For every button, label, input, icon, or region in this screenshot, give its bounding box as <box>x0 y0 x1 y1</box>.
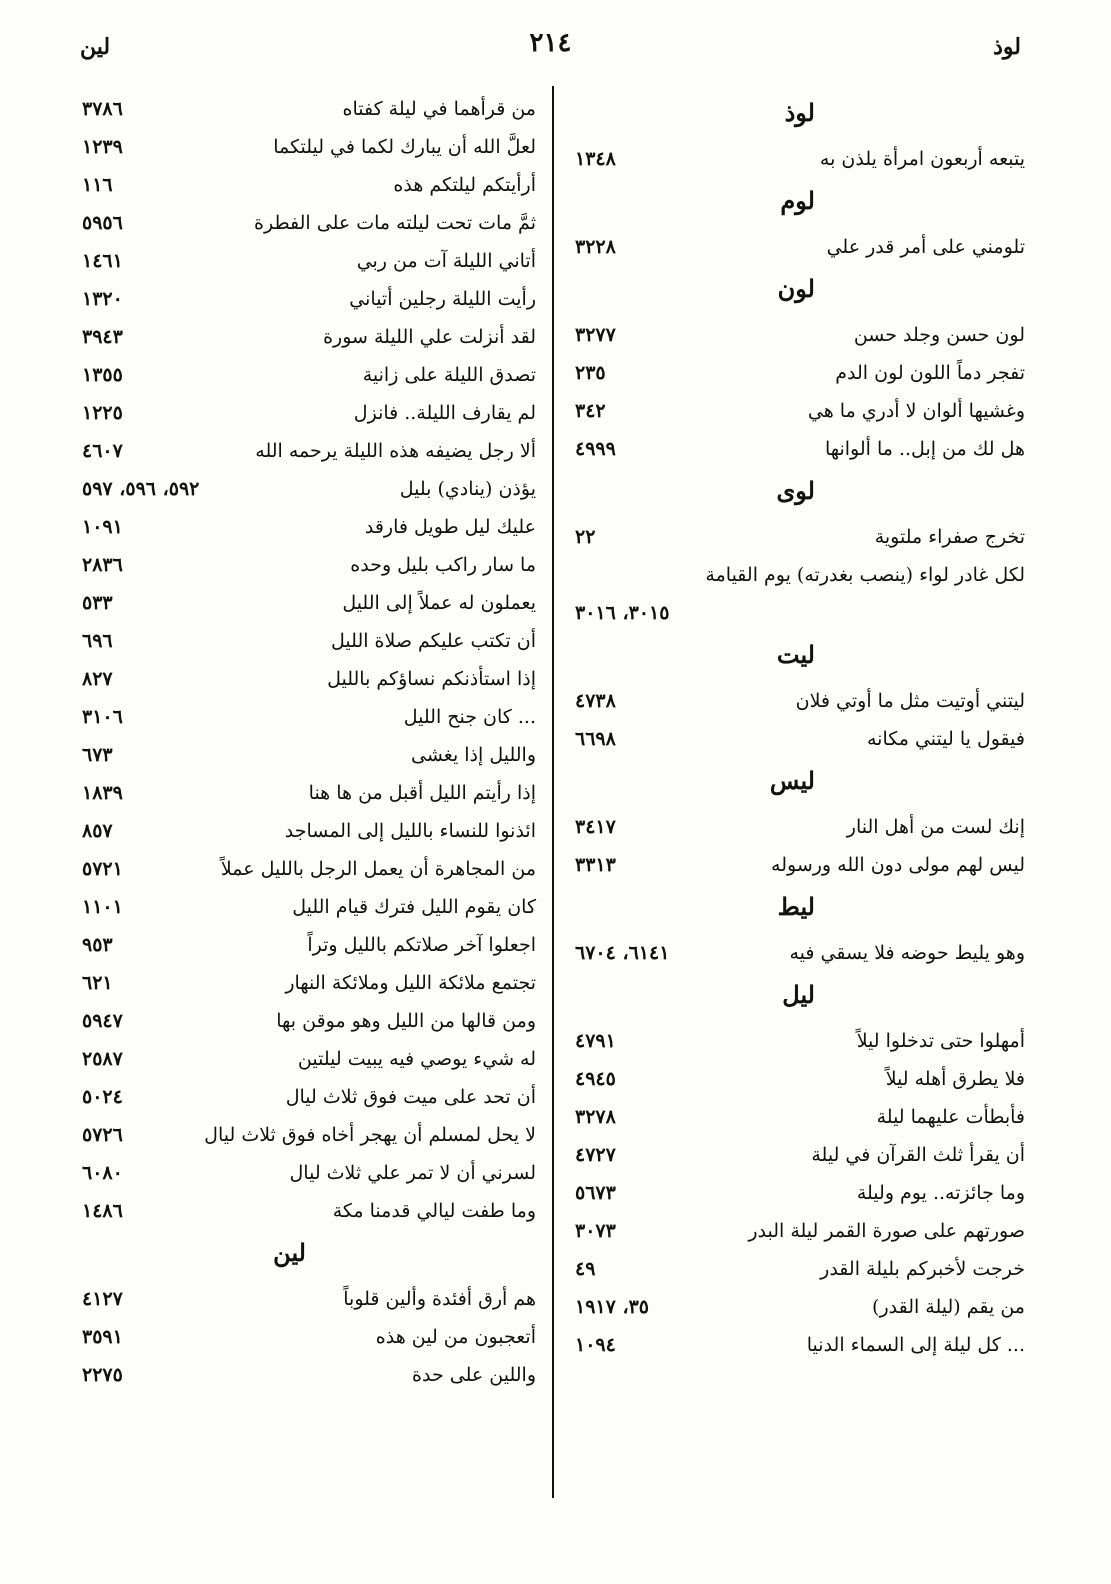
hadith-phrase: وما طفت ليالي قدمنا مكة <box>332 1200 536 1222</box>
hadith-phrase: لسرني أن لا تمر علي ثلاث ليال <box>289 1162 536 1184</box>
index-entry <box>575 140 1025 178</box>
index-entry <box>575 1136 1025 1174</box>
hadith-number: ٣٥٩١ <box>82 1326 123 1348</box>
hadith-number: ٤٧٩١ <box>575 1030 616 1052</box>
hadith-phrase: ومن قالها من الليل وهو موقن بها <box>276 1010 536 1032</box>
index-entry <box>82 926 536 964</box>
index-entry <box>82 1280 536 1318</box>
hadith-phrase: تصدق الليلة على زانية <box>362 364 536 386</box>
hadith-phrase: أن يقرأ ثلث القرآن في ليلة <box>811 1144 1025 1166</box>
hadith-phrase: صورتهم على صورة القمر ليلة البدر <box>748 1220 1025 1242</box>
index-entry <box>575 1098 1025 1136</box>
hadith-phrase: لكل غادر لواء (ينصب بغدرته) يوم القيامة <box>705 564 1025 586</box>
hadith-phrase: يتبعه أربعون امرأة يلذن به <box>819 148 1025 170</box>
hadith-phrase: إذا استأذنكم نساؤكم بالليل <box>327 668 536 690</box>
index-entry <box>82 1318 536 1356</box>
hadith-phrase: وما جائزته.. يوم وليلة <box>856 1182 1025 1204</box>
index-entry <box>575 934 1025 972</box>
hadith-phrase: لم يقارف الليلة.. فانزل <box>353 402 536 424</box>
hadith-phrase: من يقم (ليلة القدر) <box>872 1296 1025 1318</box>
running-head-right: لوذ <box>993 34 1021 60</box>
hadith-phrase: من المجاهرة أن يعمل الرجل بالليل عملاً <box>220 858 536 880</box>
hadith-phrase: من قرأهما في ليلة كفتاه <box>342 98 536 120</box>
hadith-phrase: فأبطأت عليهما ليلة <box>876 1106 1025 1128</box>
entry-heading: لوذ <box>784 98 815 127</box>
entry-heading: ليل <box>782 980 815 1009</box>
index-entry <box>82 242 536 280</box>
hadith-phrase: لون حسن وجلد حسن <box>853 324 1025 346</box>
hadith-number: ٣٠٧٣ <box>575 1220 616 1242</box>
hadith-phrase: أن تكتب عليكم صلاة الليل <box>331 630 536 652</box>
hadith-number: ٩٥٣ <box>82 934 113 956</box>
index-entry <box>575 316 1025 354</box>
hadith-phrase: رأيت الليلة رجلين أتياني <box>349 288 536 310</box>
hadith-number: ٣٢٧٧ <box>575 324 616 346</box>
hadith-number: ٣٣١٣ <box>575 854 616 876</box>
hadith-phrase: أتعجبون من لين هذه <box>375 1326 536 1348</box>
index-entry <box>575 682 1025 720</box>
hadith-number: ٤٩٤٥ <box>575 1068 616 1090</box>
hadith-number: ١١٦ <box>82 174 113 196</box>
hadith-number: ٥٧٢٦ <box>82 1124 123 1146</box>
index-entry <box>575 846 1025 884</box>
hadith-number: ٢٣٥ <box>575 362 606 384</box>
index-entry <box>82 508 536 546</box>
index-entry <box>82 546 536 584</box>
hadith-phrase: أرأيتكم ليلتكم هذه <box>393 174 536 196</box>
index-entry <box>82 584 536 622</box>
hadith-phrase: له شيء يوصي فيه يبيت ليلتين <box>297 1048 536 1070</box>
hadith-number: ٣٤١٧ <box>575 816 616 838</box>
hadith-number: ٣٠١٥، ٣٠١٦ <box>575 602 670 624</box>
hadith-number: ٦١٤١، ٦٧٠٤ <box>575 942 670 964</box>
index-entry <box>82 1040 536 1078</box>
index-entry <box>82 888 536 926</box>
left-column <box>82 90 536 1394</box>
index-entry <box>575 228 1025 266</box>
index-entry <box>575 808 1025 846</box>
right-column <box>575 90 1025 1364</box>
hadith-phrase: تفجر دماً اللون لون الدم <box>835 362 1025 384</box>
hadith-phrase: تجتمع ملائكة الليل وملائكة النهار <box>285 972 536 994</box>
hadith-phrase: فلا يطرق أهله ليلاً <box>885 1068 1025 1090</box>
hadith-number: ٦٩٦ <box>82 630 113 652</box>
index-entry <box>82 736 536 774</box>
hadith-phrase: اجعلوا آخر صلاتكم بالليل وتراً <box>307 934 536 956</box>
index-entry <box>82 318 536 356</box>
hadith-phrase: تلومني على أمر قدر علي <box>826 236 1025 258</box>
index-entry <box>82 128 536 166</box>
index-entry <box>82 964 536 1002</box>
hadith-number: ٥٩٤٧ <box>82 1010 123 1032</box>
hadith-number: ١٣٢٠ <box>82 288 123 310</box>
hadith-number: ٣٢٧٨ <box>575 1106 616 1128</box>
hadith-phrase: ألا رجل يضيفه هذه الليلة يرحمه الله <box>255 440 536 462</box>
hadith-number: ٣٩٤٣ <box>82 326 123 348</box>
index-entry <box>575 1250 1025 1288</box>
hadith-number: ٥٩٥٦ <box>82 212 123 234</box>
index-entry <box>575 1212 1025 1250</box>
hadith-number: ٣٢٢٨ <box>575 236 616 258</box>
index-entry <box>82 356 536 394</box>
hadith-number: ٤٩٩٩ <box>575 438 616 460</box>
hadith-number: ٣٤٢ <box>575 400 606 422</box>
hadith-phrase: ثمَّ مات تحت ليلته مات على الفطرة <box>254 212 536 234</box>
index-entry <box>575 1060 1025 1098</box>
hadith-phrase: وهو يليط حوضه فلا يسقي فيه <box>789 942 1025 964</box>
index-entry <box>82 1116 536 1154</box>
hadith-number: ٥٧٢١ <box>82 858 123 880</box>
index-entry <box>575 1326 1025 1364</box>
hadith-number: ٤١٢٧ <box>82 1288 123 1310</box>
hadith-phrase: تخرج صفراء ملتوية <box>874 526 1025 548</box>
running-head-left: لين <box>80 34 111 60</box>
index-entry <box>82 1356 536 1394</box>
index-entry <box>575 556 1025 594</box>
hadith-phrase: والليل إذا يغشى <box>411 744 536 766</box>
hadith-number: ٥٦٧٣ <box>575 1182 616 1204</box>
index-entry <box>82 90 536 128</box>
index-entry <box>82 812 536 850</box>
index-entry <box>575 1022 1025 1060</box>
hadith-number: ٥٩٢، ٥٩٦، ٥٩٧ <box>82 478 200 500</box>
hadith-number: ١٢٣٩ <box>82 136 123 158</box>
hadith-number: ٥٣٣ <box>82 592 113 614</box>
hadith-number: ٢٢٧٥ <box>82 1364 123 1386</box>
hadith-number: ١١٠١ <box>82 896 123 918</box>
hadith-phrase: عليك ليل طويل فارقد <box>364 516 536 538</box>
page-header <box>80 28 1021 74</box>
hadith-number: ٤٧٣٨ <box>575 690 616 712</box>
entry-heading: لون <box>777 274 815 303</box>
hadith-phrase: لا يحل لمسلم أن يهجر أخاه فوق ثلاث ليال <box>204 1124 536 1146</box>
hadith-number: ١٢٢٥ <box>82 402 123 424</box>
hadith-number: ٢٢ <box>575 526 596 548</box>
hadith-number: ٢٥٨٧ <box>82 1048 123 1070</box>
hadith-phrase: خرجت لأخبركم بليلة القدر <box>820 1258 1025 1280</box>
hadith-phrase: أتاني الليلة آت من ربي <box>356 250 536 272</box>
hadith-number: ٤٩ <box>575 1258 596 1280</box>
hadith-number: ٣٥، ١٩١٧ <box>575 1296 649 1318</box>
hadith-number: ٣١٠٦ <box>82 706 123 728</box>
hadith-phrase: واللين على حدة <box>412 1364 536 1386</box>
entry-heading: ليس <box>769 766 815 795</box>
index-entry <box>82 698 536 736</box>
index-entry <box>82 204 536 242</box>
index-entry <box>82 850 536 888</box>
index-entry <box>575 594 1025 632</box>
hadith-phrase: ... كان جنح الليل <box>403 706 536 728</box>
hadith-phrase: ليتني أوتيت مثل ما أوتي فلان <box>795 690 1025 712</box>
hadith-phrase: كان يقوم الليل فترك قيام الليل <box>292 896 536 918</box>
index-entry <box>82 660 536 698</box>
hadith-phrase: ائذنوا للنساء بالليل إلى المساجد <box>284 820 536 842</box>
column-divider <box>552 86 554 1498</box>
hadith-number: ٦٦٩٨ <box>575 728 616 750</box>
hadith-number: ٤٧٢٧ <box>575 1144 616 1166</box>
hadith-phrase: ليس لهم مولى دون الله ورسوله <box>771 854 1025 876</box>
hadith-number: ٣٧٨٦ <box>82 98 123 120</box>
index-entry <box>82 280 536 318</box>
index-entry <box>575 1288 1025 1326</box>
hadith-number: ٤٦٠٧ <box>82 440 123 462</box>
hadith-number: ١٤٨٦ <box>82 1200 123 1222</box>
index-entry <box>82 470 536 508</box>
hadith-phrase: لعلَّ الله أن يبارك لكما في ليلتكما <box>273 136 536 158</box>
hadith-phrase: يؤذن (ينادي) بليل <box>399 478 536 500</box>
index-entry <box>82 1078 536 1116</box>
index-entry <box>82 1002 536 1040</box>
hadith-phrase: إذا رأيتم الليل أقبل من ها هنا <box>308 782 536 804</box>
index-entry <box>82 1154 536 1192</box>
hadith-phrase: فيقول يا ليتني مكانه <box>866 728 1025 750</box>
hadith-number: ٥٠٢٤ <box>82 1086 123 1108</box>
index-entry <box>82 622 536 660</box>
hadith-number: ١٨٣٩ <box>82 782 123 804</box>
index-entry <box>575 392 1025 430</box>
index-entry <box>82 774 536 812</box>
hadith-phrase: يعملون له عملاً إلى الليل <box>342 592 536 614</box>
hadith-phrase: ما سار راكب بليل وحده <box>350 554 536 576</box>
hadith-number: ٦٠٨٠ <box>82 1162 123 1184</box>
index-entry <box>575 1174 1025 1212</box>
hadith-number: ١٠٩١ <box>82 516 123 538</box>
entry-heading: لوم <box>780 186 815 215</box>
hadith-phrase: هل لك من إبل.. ما ألوانها <box>824 438 1025 460</box>
hadith-number: ٦٧٣ <box>82 744 113 766</box>
hadith-phrase: ... كل ليلة إلى السماء الدنيا <box>806 1334 1025 1356</box>
index-entry <box>82 394 536 432</box>
hadith-phrase: هم أرق أفئدة وألين قلوباً <box>343 1288 536 1310</box>
index-entry <box>575 354 1025 392</box>
hadith-number: ١٤٦١ <box>82 250 123 272</box>
index-entry <box>575 430 1025 468</box>
hadith-number: ١٠٩٤ <box>575 1334 616 1356</box>
index-entry <box>82 1192 536 1230</box>
hadith-number: ٨٢٧ <box>82 668 113 690</box>
hadith-phrase: أن تحد على ميت فوق ثلاث ليال <box>285 1086 536 1108</box>
hadith-phrase: إنك لست من أهل النار <box>846 816 1025 838</box>
hadith-phrase: وغشيها ألوان لا أدري ما هي <box>807 400 1025 422</box>
hadith-number: ٦٢١ <box>82 972 113 994</box>
hadith-phrase: أمهلوا حتى تدخلوا ليلاً <box>856 1030 1025 1052</box>
entry-heading: لوى <box>776 476 815 505</box>
index-entry <box>82 166 536 204</box>
index-entry <box>575 720 1025 758</box>
hadith-phrase: لقد أنزلت علي الليلة سورة <box>323 326 536 348</box>
index-entry <box>82 432 536 470</box>
hadith-number: ١٣٤٨ <box>575 148 616 170</box>
entry-heading: لين <box>273 1238 306 1267</box>
hadith-number: ١٣٥٥ <box>82 364 123 386</box>
entry-heading: ليت <box>776 640 815 669</box>
page-number: ٢١٤ <box>529 28 572 58</box>
hadith-number: ٢٨٣٦ <box>82 554 123 576</box>
hadith-number: ٨٥٧ <box>82 820 113 842</box>
entry-heading: ليط <box>777 892 815 921</box>
index-entry <box>575 518 1025 556</box>
